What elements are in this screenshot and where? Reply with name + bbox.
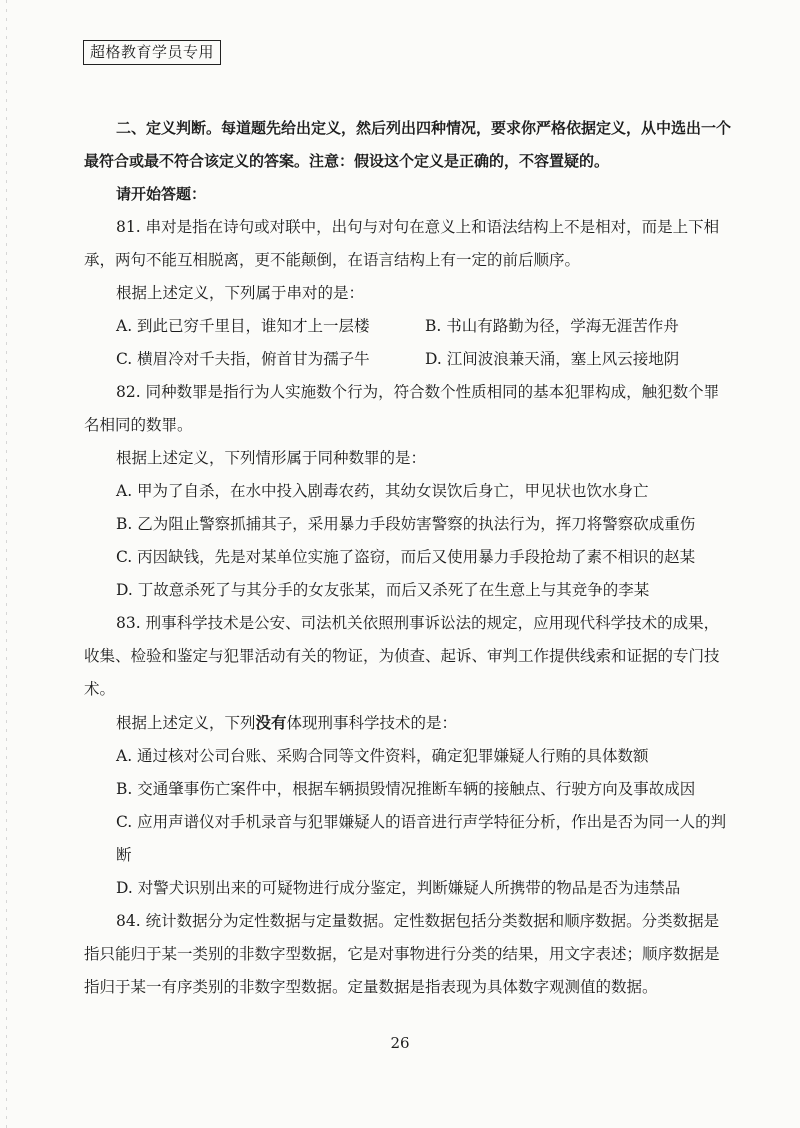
- page-content: [84, 112, 734, 1004]
- q83-option-d: D. 对警犬识别出来的可疑物进行成分鉴定，判断嫌疑人所携带的物品是否为违禁品: [116, 879, 681, 897]
- scan-edge-marks: [6, 0, 7, 1128]
- q81-option-a: A. 到此已穷千里目，谁知才上一层楼: [116, 317, 370, 335]
- q83-option-c: C. 应用声谱仪对手机录音与犯罪嫌疑人的语音进行声学特征分析，作出是否为同一人的判断: [116, 813, 727, 864]
- q82-option-c: C. 丙因缺钱，先是对某单位实施了盗窃，而后又使用暴力手段抢劫了素不相识的赵某: [116, 548, 696, 566]
- q81-option-c: C. 横眉冷对千夫指，俯首甘为孺子牛: [116, 350, 370, 368]
- q84-text: 84. 统计数据分为定性数据与定量数据。定性数据包括分类数据和顺序数据。分类数据是指只能归于某一类别的非数字型数据，它是对事物进行分类的结果，用文字表述；顺序数据是指归于某一有序类别的非数字型数据。定量数据是指表现为具体数字观测值的数据。: [84, 912, 720, 996]
- q81-options-row-2: [84, 343, 734, 376]
- q82-option-b: B. 乙为阻止警察抓捕其子，采用暴力手段妨害警察的执法行为，挥刀将警察砍成重伤: [116, 515, 696, 533]
- q82-prompt: 根据上述定义，下列情形属于同种数罪的是：: [116, 449, 427, 467]
- section-instruction: 二、定义判断。每道题先给出定义，然后列出四种情况，要求你严格依据定义，从中选出一个最符合或最不符合该定义的答案。注意：假设这个定义是正确的，不容置疑的。: [84, 119, 732, 170]
- q83-text: 83. 刑事科学技术是公安、司法机关依照刑事诉讼法的规定，应用现代科学技术的成果，收集、检验和鉴定与犯罪活动有关的物证，为侦查、起诉、审判工作提供线索和证据的专门技术。: [84, 614, 720, 698]
- q81-options-row-1: [84, 310, 734, 343]
- q82-option-d: D. 丁故意杀死了与其分手的女友张某，而后又杀死了在生意上与其竞争的李某: [116, 581, 650, 599]
- q83-option-a: A. 通过核对公司台账、采购合同等文件资料，确定犯罪嫌疑人行贿的具体数额: [116, 747, 649, 765]
- q83-prompt-before: 根据上述定义，下列: [116, 714, 256, 732]
- header-tag: 超格教育学员专用: [83, 40, 221, 65]
- q81-option-b: B. 书山有路勤为径，学海无涯苦作舟: [425, 317, 679, 335]
- q82-option-a: A. 甲为了自杀，在水中投入剧毒农药，其幼女误饮后身亡，甲见状也饮水身亡: [116, 482, 649, 500]
- q83-prompt: [84, 706, 734, 740]
- q83-prompt-after: 体现刑事科学技术的是：: [286, 714, 458, 732]
- q83-option-b: B. 交通肇事伤亡案件中，根据车辆损毁情况推断车辆的接触点、行驶方向及事故成因: [116, 780, 696, 798]
- page-number: 26: [390, 1034, 410, 1052]
- q81-option-d: D. 江间波浪兼天涌，塞上风云接地阴: [425, 350, 680, 368]
- q83-prompt-emphasis: 没有: [255, 713, 287, 732]
- section-start: 请开始答题：: [116, 185, 207, 203]
- q81-prompt: 根据上述定义，下列属于串对的是：: [116, 284, 365, 302]
- q81-text: 81. 串对是指在诗句或对联中，出句与对句在意义上和语法结构上不是相对，而是上下相承，两句不能互相脱离，更不能颠倒，在语言结构上有一定的前后顺序。: [84, 218, 720, 269]
- q82-text: 82. 同种数罪是指行为人实施数个行为，符合数个性质相同的基本犯罪构成，触犯数个罪名相同的数罪。: [84, 383, 720, 434]
